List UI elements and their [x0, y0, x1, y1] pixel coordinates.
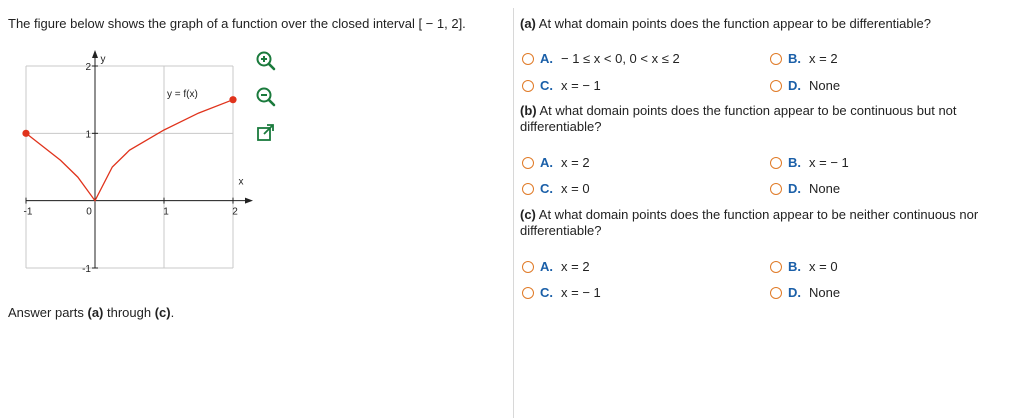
radio-button[interactable]	[522, 53, 534, 65]
x-tick-label: 1	[163, 206, 169, 218]
option-a-A[interactable]: A. − 1 ≤ x < 0, 0 < x ≤ 2	[522, 51, 680, 66]
option-c-C[interactable]: C. x = − 1	[522, 285, 601, 300]
radio-button[interactable]	[522, 287, 534, 299]
radio-button[interactable]	[770, 261, 782, 273]
option-b-C[interactable]: C. x = 0	[522, 181, 590, 196]
option-c-D[interactable]: D. None	[770, 285, 840, 300]
endpoint-dot	[22, 130, 29, 137]
axes	[23, 50, 253, 268]
x-tick-label: 2	[232, 206, 238, 218]
radio-button[interactable]	[770, 53, 782, 65]
function-graph	[0, 40, 260, 280]
y-tick-label: 2	[85, 62, 91, 73]
curve-label: y = f(x)	[167, 89, 198, 100]
endpoint-dot	[229, 96, 236, 103]
y-tick-label: 1	[85, 129, 91, 141]
option-b-D[interactable]: D. None	[770, 181, 840, 196]
y-axis-arrow	[92, 50, 98, 58]
right-panel	[514, 0, 1024, 418]
graph-tools	[255, 50, 279, 158]
tick-labels	[24, 54, 244, 275]
radio-button[interactable]	[770, 287, 782, 299]
option-c-A[interactable]: A. x = 2	[522, 259, 590, 274]
question-c: (c) At what domain points does the function appear to be neither continuous nor differentiable?	[520, 207, 979, 238]
x-tick-label: -1	[23, 206, 33, 218]
radio-button[interactable]	[770, 157, 782, 169]
zoom-out-icon[interactable]	[255, 86, 277, 108]
x-axis-label: x	[238, 176, 244, 188]
question-a: (a) At what domain points does the function appear to be differentiable?	[520, 16, 931, 31]
option-a-B[interactable]: B. x = 2	[770, 51, 838, 66]
popout-icon[interactable]	[255, 122, 277, 144]
intro-text: The figure below shows the graph of a function over the closed interval [ − 1, 2].	[8, 16, 466, 31]
radio-button[interactable]	[770, 80, 782, 92]
series-line	[26, 100, 233, 201]
y-tick-label: -1	[82, 264, 91, 275]
radio-button[interactable]	[522, 80, 534, 92]
radio-button[interactable]	[522, 157, 534, 169]
radio-button[interactable]	[522, 261, 534, 273]
option-a-C[interactable]: C. x = − 1	[522, 78, 601, 93]
option-b-B[interactable]: B. x = − 1	[770, 155, 849, 170]
option-a-D[interactable]: D. None	[770, 78, 840, 93]
grid	[23, 66, 233, 268]
question-b: (b) At what domain points does the function appear to be continuous but not differentiable?	[520, 103, 957, 134]
radio-button[interactable]	[770, 183, 782, 195]
radio-button[interactable]	[522, 183, 534, 195]
option-c-B[interactable]: B. x = 0	[770, 259, 838, 274]
endpoints	[22, 96, 236, 137]
option-b-A[interactable]: A. x = 2	[522, 155, 590, 170]
x-axis-arrow	[245, 198, 253, 204]
x-tick-label: 0	[86, 206, 92, 218]
answer-instruction: Answer parts (a) through (c).	[8, 305, 175, 320]
zoom-in-icon[interactable]	[255, 50, 277, 72]
y-axis-label: y	[100, 54, 106, 65]
